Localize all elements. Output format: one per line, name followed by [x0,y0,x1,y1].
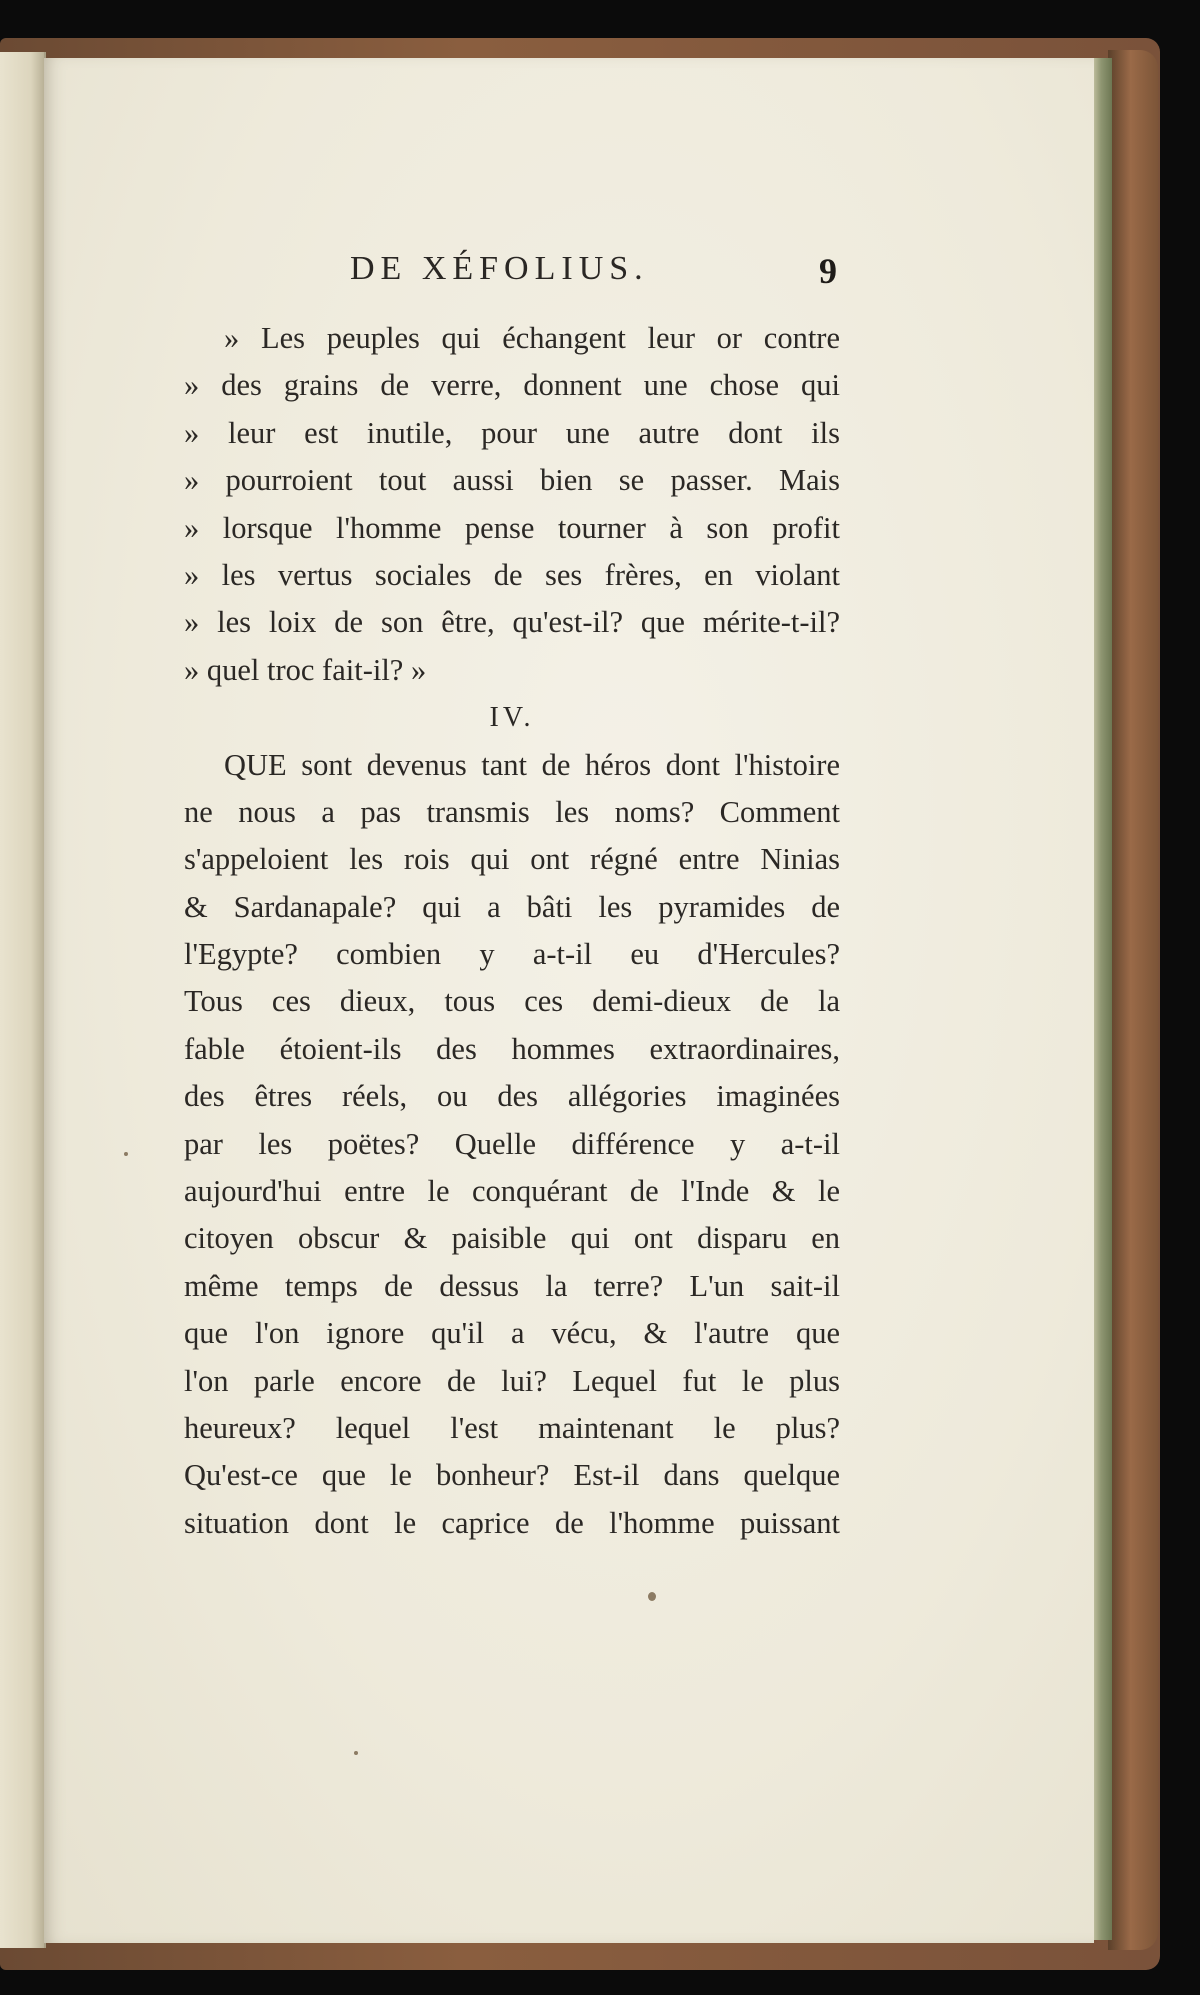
cover-edge [1108,50,1158,1950]
paragraph-line: heureux? lequel l'est maintenant le plus? [184,1410,840,1445]
paragraph-line: l'Egypte? combien y a-t-il eu d'Hercules? [184,937,840,972]
paragraph-line: s'appeloient les rois qui ont régné entre Ninias [184,842,840,877]
quote-line: » Les peuples qui échangent leur or contre [224,321,840,355]
page-number: 9 [819,251,837,291]
running-title: DE XÉFOLIUS. [350,250,649,287]
paper-speck [354,1751,358,1755]
paragraph-line: même temps de dessus la terre? L'un sait-il [184,1268,840,1303]
quote-line: » lorsque l'homme pense tourner à son profit [184,510,840,545]
quote-line: » les vertus sociales de ses frères, en violant [184,557,840,592]
quote-line: » les loix de son être, qu'est-il? que mérite-t-il? [184,605,840,640]
quote-line: » leur est inutile, pour une autre dont ils [184,415,840,450]
paragraph-line: & Sardanapale? qui a bâti les pyramides de [184,889,840,924]
paragraph-line: citoyen obscur & paisible qui ont disparu en [184,1221,840,1256]
paragraph-line: aujourd'hui entre le conquérant de l'Inde & le [184,1174,840,1209]
paragraph-line: ne nous a pas transmis les noms? Comment [184,794,840,829]
quote-line: » pourroient tout aussi bien se passer. Mais [184,463,840,498]
paragraph-line: que l'on ignore qu'il a vécu, & l'autre que [184,1316,840,1351]
paragraph-line: fable étoient-ils des hommes extraordinaires, [184,1031,840,1066]
text-block [184,315,840,1547]
paragraph-line: situation dont le caprice de l'homme puissant [184,1505,840,1540]
paragraph-line: Qu'est-ce que le bonheur? Est-il dans quelque [184,1458,840,1493]
paper-speck [124,1152,128,1156]
paper-speck [648,1592,656,1601]
paragraph-line: des êtres réels, ou des allégories imaginées [184,1079,840,1114]
section-heading: IV. [489,702,535,734]
paragraph-line: par les poëtes? Quelle différence y a-t-il [184,1126,840,1161]
quote-line: » quel troc fait-il? » [184,652,427,687]
page-block-edge [1092,58,1112,1940]
facing-page [0,52,46,1948]
paragraph-line: QUE sont devenus tant de héros dont l'histoire [224,747,840,782]
paragraph-line: Tous ces dieux, tous ces demi-dieux de la [184,984,840,1019]
quote-line: » des grains de verre, donnent une chose qui [184,368,840,403]
paragraph-line: l'on parle encore de lui? Lequel fut le plus [184,1363,840,1398]
